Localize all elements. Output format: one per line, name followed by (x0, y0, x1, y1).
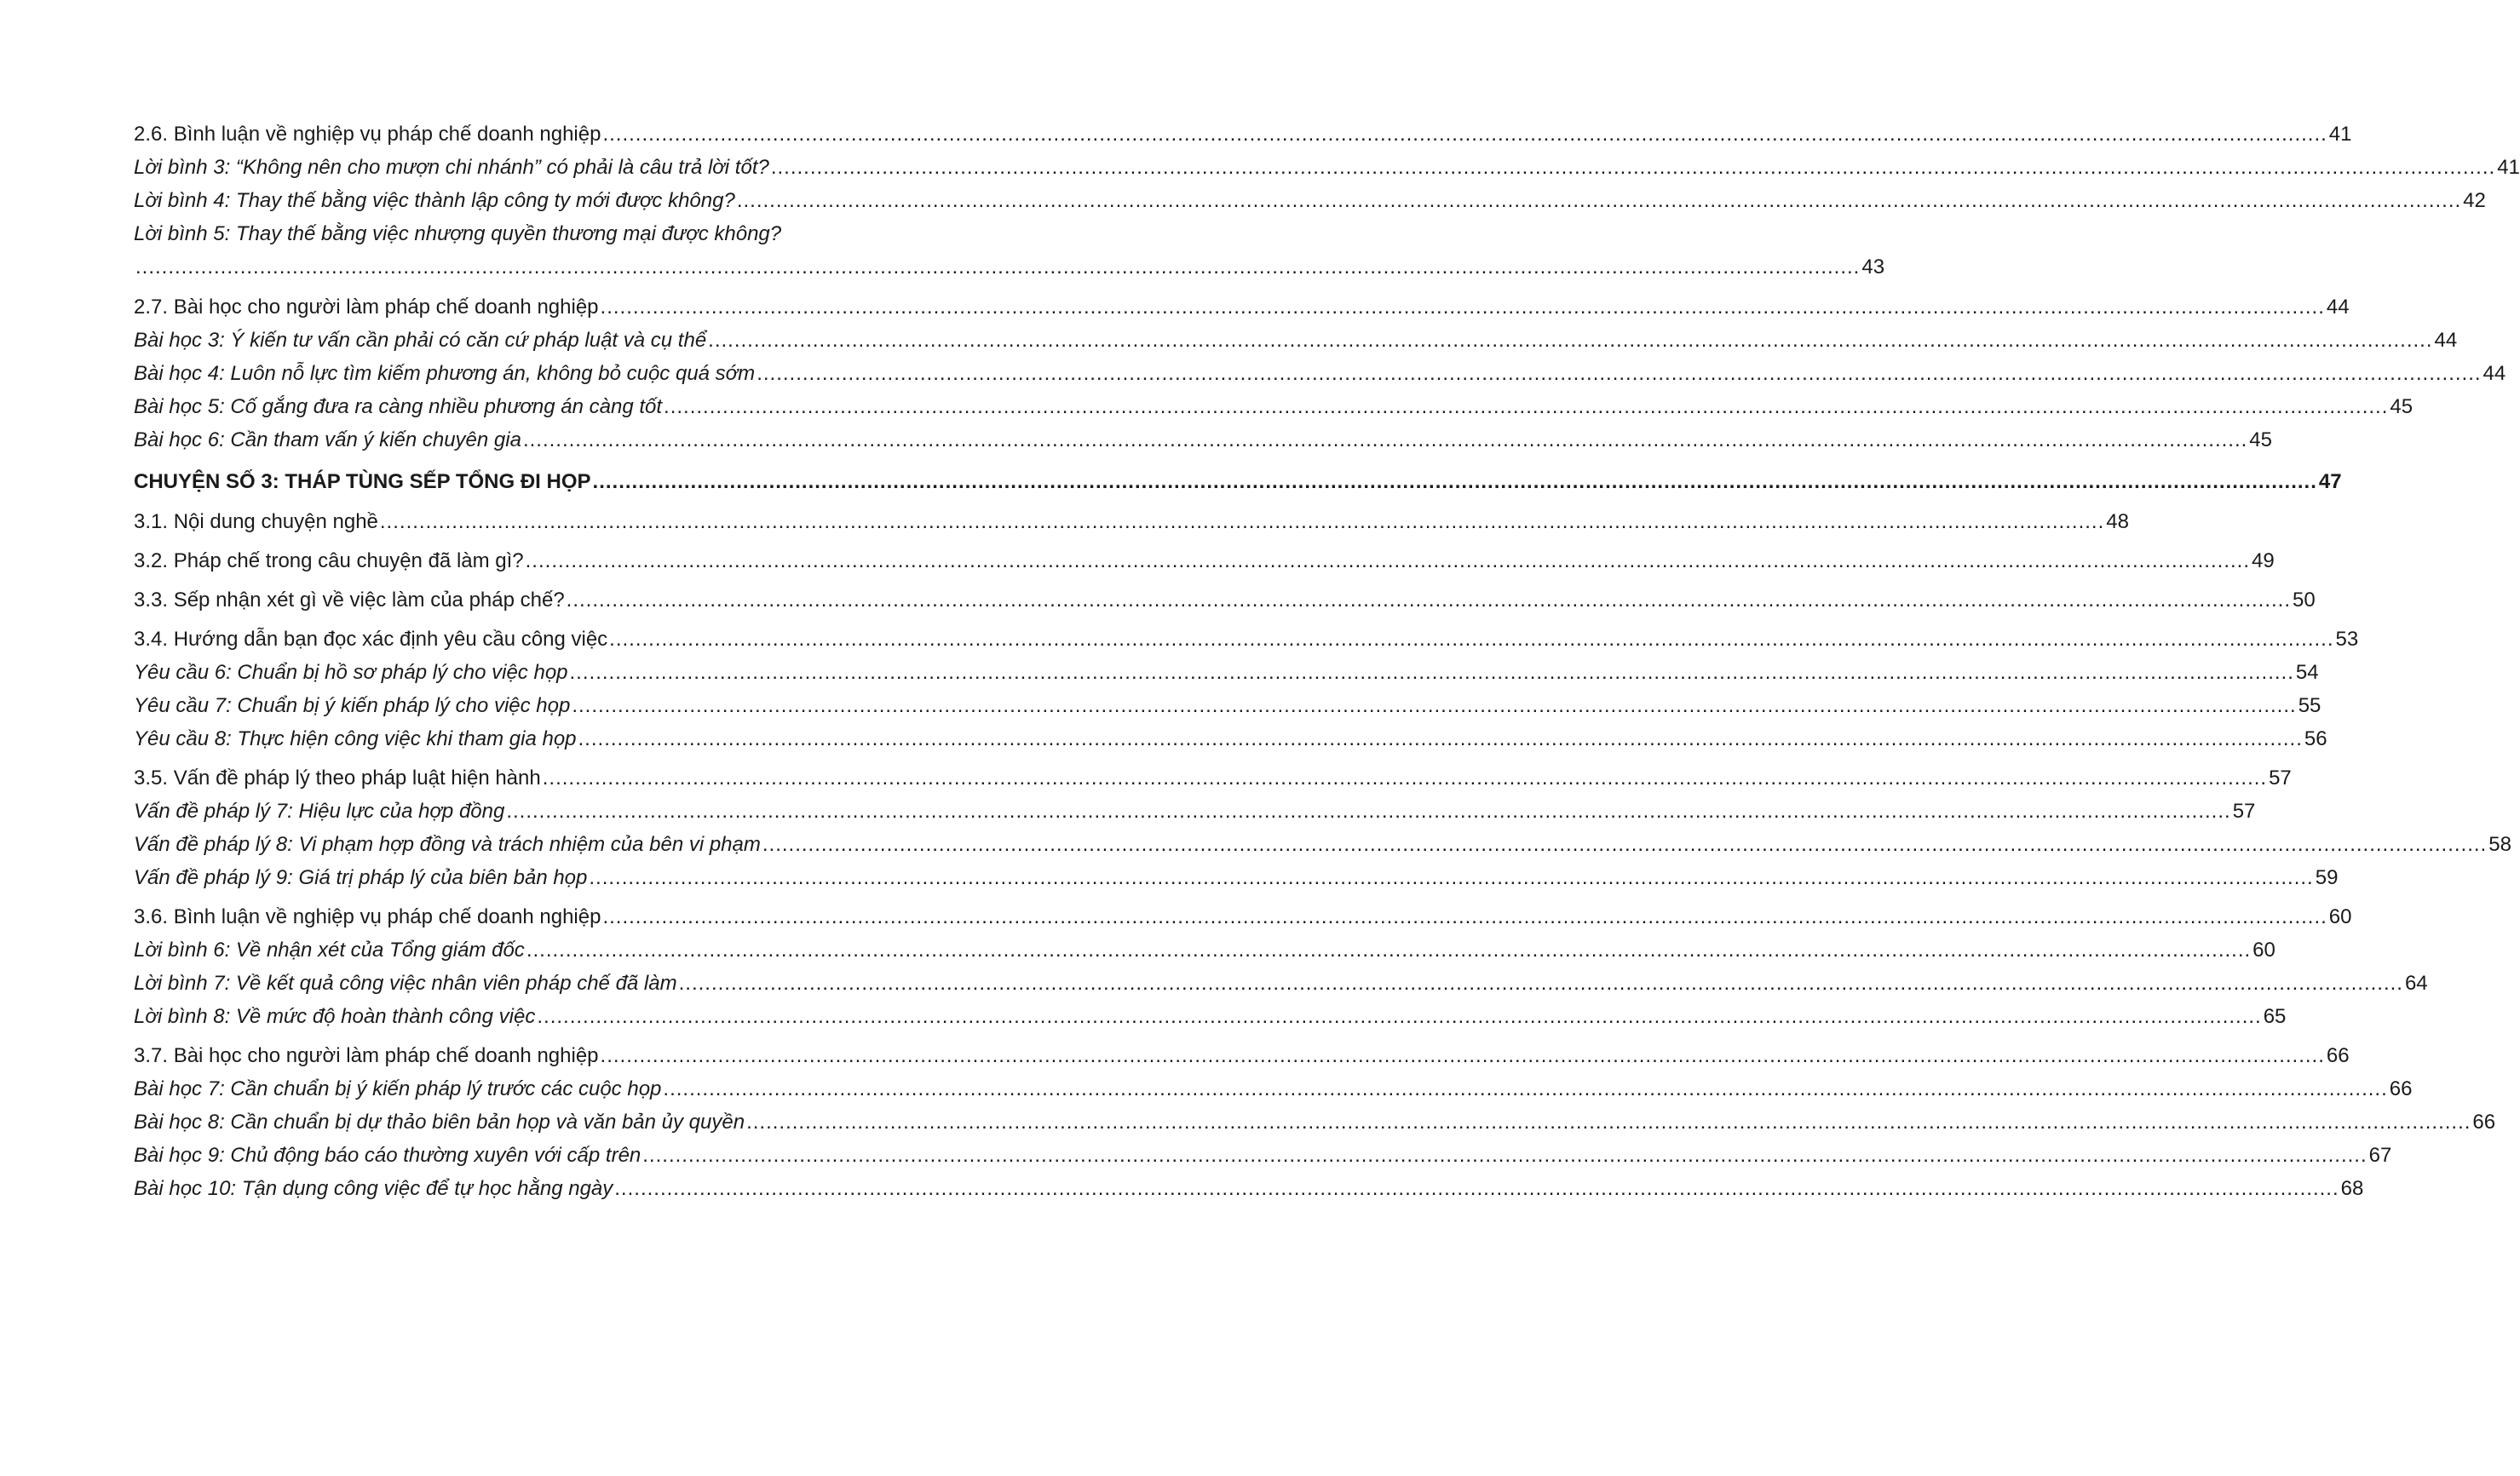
toc-sub-entry[interactable] (134, 252, 1885, 279)
toc-page-number: 49 (2251, 549, 2275, 572)
toc-section-entry[interactable] (134, 763, 2292, 790)
toc-sub-entry[interactable] (134, 1002, 2287, 1029)
toc-page-number: 67 (2368, 1144, 2392, 1167)
toc-sub-entry[interactable] (134, 830, 2511, 857)
dot-leader (601, 1044, 2325, 1068)
toc-entry-title: 2.7. Bài học cho người làm pháp chế doanh nghiệp (134, 296, 599, 319)
toc-page-number: 41 (2328, 123, 2352, 146)
toc-sub-entry[interactable] (134, 325, 2458, 353)
toc-page-number: 59 (2315, 866, 2339, 889)
toc-page-number: 55 (2298, 694, 2322, 717)
dot-leader (601, 296, 2325, 319)
dot-leader (614, 1177, 2339, 1201)
toc-sub-entry[interactable] (134, 219, 900, 246)
toc-sub-entry[interactable] (134, 1074, 2413, 1101)
dot-leader (526, 939, 2251, 962)
toc-section-entry[interactable] (134, 546, 2275, 573)
toc-entry-title: 3.2. Pháp chế trong câu chuyện đã làm gì? (134, 549, 524, 572)
toc-entry-title: Lời bình 4: Thay thế bằng việc thành lập công ty mới được không? (134, 189, 735, 212)
toc-page-number: 57 (2269, 767, 2292, 790)
toc-entry-title: 3.7. Bài học cho người làm pháp chế doanh nghiệp (134, 1044, 599, 1067)
toc-page-number: 58 (2488, 833, 2511, 856)
toc-sub-entry[interactable] (134, 425, 2272, 452)
toc-section-entry[interactable] (134, 292, 2350, 319)
toc-section-entry[interactable] (134, 507, 2129, 534)
dot-leader (664, 395, 2388, 419)
toc-sub-entry[interactable] (134, 935, 2275, 962)
toc-sub-entry[interactable] (134, 1174, 2364, 1201)
toc-section-entry[interactable] (134, 585, 2316, 612)
toc-sub-entry[interactable] (134, 968, 2428, 996)
toc-entry-title: 3.6. Bình luận về nghiệp vụ pháp chế doanh nghiệp (134, 905, 601, 928)
dot-leader (593, 470, 2317, 494)
toc-entry-title: Bài học 9: Chủ động báo cáo thường xuyên với cấp trên (134, 1144, 642, 1167)
toc-page-number: 60 (2252, 939, 2275, 962)
dot-leader (663, 1077, 2387, 1101)
toc-page-number: 68 (2340, 1177, 2364, 1200)
dot-leader (506, 800, 2230, 824)
toc-page-number: 64 (2404, 972, 2428, 995)
toc-entry-title: Vấn đề pháp lý 7: Hiệu lực của hợp đồng (134, 800, 505, 823)
toc-entry-title: 3.4. Hướng dẫn bạn đọc xác định yêu cầu công việc (134, 628, 608, 651)
toc-page-number: 45 (2249, 428, 2272, 451)
dot-leader (762, 833, 2487, 857)
toc-page-number: 56 (2304, 727, 2327, 750)
toc-page-number: 57 (2232, 800, 2256, 823)
toc-entry-title: 3.1. Nội dung chuyện nghề (134, 510, 378, 533)
toc-entry-title: Lời bình 3: “Không nên cho mượn chi nhánh” có phải là câu trả lời tốt? (134, 156, 769, 179)
toc-sub-entry[interactable] (134, 691, 2322, 718)
toc-entry-title: Yêu cầu 7: Chuẩn bị ý kiến pháp lý cho việc họp (134, 694, 571, 717)
toc-page-number: 44 (2434, 329, 2458, 352)
toc-entry-title: 3.3. Sếp nhận xét gì về việc làm của pháp chế? (134, 589, 565, 612)
toc-section-entry[interactable] (134, 1041, 2350, 1068)
dot-leader (380, 510, 2104, 534)
toc-page-number: 44 (2483, 362, 2506, 385)
dot-leader (757, 362, 2481, 386)
toc-entry-title: Bài học 4: Luôn nỗ lực tìm kiếm phương án, không bỏ cuộc quá sớm (134, 362, 756, 385)
toc-sub-entry[interactable] (134, 863, 2339, 890)
toc-chapter-entry[interactable] (134, 467, 2342, 494)
toc-entry-title: Lời bình 7: Về kết quả công việc nhân viên pháp chế đã làm (134, 972, 677, 995)
toc-entry-title: Lời bình 8: Về mức độ hoàn thành công việc (134, 1005, 536, 1028)
toc-entry-title: Bài học 6: Cần tham vấn ý kiến chuyên gia (134, 428, 521, 451)
dot-leader (589, 866, 2313, 890)
toc-entry-title: Bài học 7: Cần chuẩn bị ý kiến pháp lý trước các cuộc họp (134, 1077, 662, 1100)
toc-page-number: 60 (2328, 905, 2352, 928)
toc-page-number: 66 (2472, 1111, 2496, 1134)
dot-leader (567, 589, 2291, 612)
toc-section-entry[interactable] (134, 119, 2352, 146)
toc-page-number: 42 (2463, 189, 2486, 212)
toc-page-number: 50 (2293, 589, 2316, 612)
toc-sub-entry[interactable] (134, 658, 2319, 685)
toc-page-number: 48 (2106, 510, 2129, 533)
toc-entry-title: Lời bình 6: Về nhận xét của Tổng giám đốc (134, 939, 525, 962)
toc-page-number: 41 (2497, 156, 2520, 179)
toc-page-number: 54 (2295, 661, 2319, 684)
dot-leader (642, 1144, 2367, 1168)
dot-leader (570, 661, 2294, 685)
toc-entry-title: Yêu cầu 8: Thực hiện công việc khi tham gia họp (134, 727, 577, 750)
toc-sub-entry[interactable] (134, 724, 2327, 751)
dot-leader (602, 905, 2327, 929)
toc-page-number: 43 (1861, 256, 1885, 279)
dot-leader (679, 972, 2403, 996)
toc-sub-entry[interactable] (134, 392, 2414, 419)
toc-page-number: 53 (2335, 628, 2359, 651)
toc-page-number: 45 (2390, 395, 2414, 418)
toc-section-entry[interactable] (134, 624, 2359, 652)
dot-leader (572, 694, 2296, 718)
toc-sub-entry[interactable] (134, 152, 2520, 180)
dot-leader (135, 256, 1860, 279)
toc-entry-title: Bài học 3: Ý kiến tư vấn cần phải có căn cứ pháp luật và cụ thể (134, 329, 707, 352)
toc-entry-title: Vấn đề pháp lý 8: Vi phạm hợp đồng và trách nhiệm của bên vi phạm (134, 833, 761, 856)
toc-entry-title: Bài học 8: Cần chuẩn bị dự thảo biên bản họp và văn bản ủy quyền (134, 1111, 745, 1134)
toc-page-number: 66 (2326, 1044, 2350, 1067)
toc-entry-title: Vấn đề pháp lý 9: Giá trị pháp lý của biên bản họp (134, 866, 588, 889)
dot-leader (523, 428, 2247, 452)
dot-leader (737, 189, 2461, 213)
toc-sub-entry[interactable] (134, 359, 2506, 386)
dot-leader (543, 767, 2267, 790)
dot-leader (526, 549, 2250, 573)
dot-leader (609, 628, 2333, 652)
dot-leader (771, 156, 2495, 180)
toc-sub-entry[interactable] (134, 186, 2486, 213)
toc-sub-entry[interactable] (134, 796, 2256, 824)
dot-leader (708, 329, 2432, 353)
toc-entry-title: CHUYỆN SỐ 3: THÁP TÙNG SẾP TỔNG ĐI HỌP (134, 470, 591, 493)
toc-entry-title: Bài học 10: Tận dụng công việc để tự học hằng ngày (134, 1177, 613, 1200)
toc-sub-entry[interactable] (134, 1107, 2496, 1134)
dot-leader (537, 1005, 2261, 1029)
toc-sub-entry[interactable] (134, 1140, 2392, 1168)
toc-entry-title: Yêu cầu 6: Chuẩn bị hồ sơ pháp lý cho việc họp (134, 661, 568, 684)
dot-leader (746, 1111, 2471, 1134)
toc-page-number: 65 (2263, 1005, 2287, 1028)
toc-page-number: 66 (2389, 1077, 2413, 1100)
toc-page-number: 47 (2318, 470, 2342, 493)
dot-leader (602, 123, 2327, 146)
toc-section-entry[interactable] (134, 902, 2352, 929)
toc-entry-title: Bài học 5: Cố gắng đưa ra càng nhiều phương án càng tốt (134, 395, 663, 418)
dot-leader (578, 727, 2303, 751)
toc-entry-title: 3.5. Vấn đề pháp lý theo pháp luật hiện hành (134, 767, 541, 790)
toc-entry-title: 2.6. Bình luận về nghiệp vụ pháp chế doanh nghiệp (134, 123, 601, 146)
toc-page-number: 44 (2326, 296, 2350, 319)
toc-entry-title: Lời bình 5: Thay thế bằng việc nhượng quyền thương mại được không? (134, 222, 782, 245)
